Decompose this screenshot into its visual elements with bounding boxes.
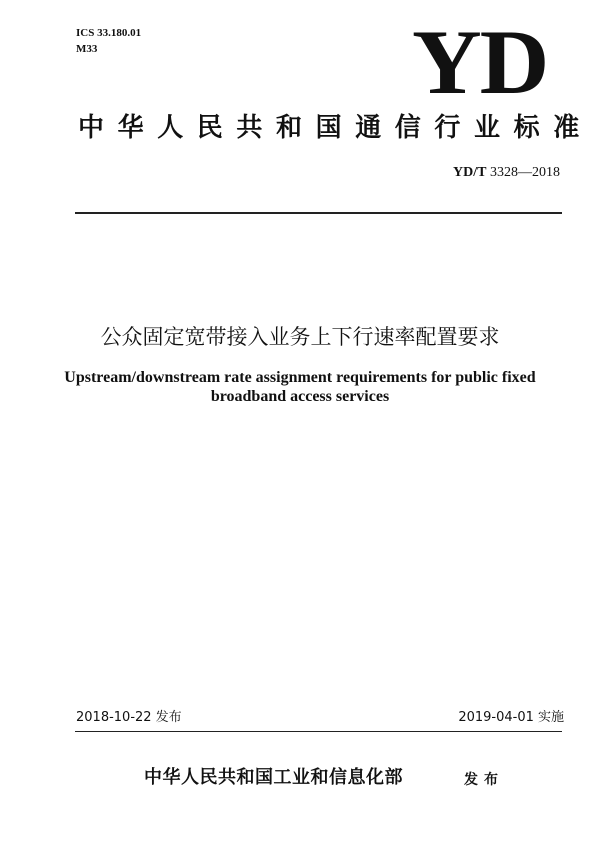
issue-label: 发布 xyxy=(464,772,504,788)
header-divider xyxy=(75,212,562,214)
standard-category-name: 中华人民共和国通信行业标准 xyxy=(78,113,593,143)
document-title-zh: 公众固定宽带接入业务上下行速率配置要求 xyxy=(100,325,500,349)
standard-code xyxy=(410,164,560,182)
ccs-code: M33 xyxy=(76,43,98,55)
document-title-en-line2: broadband access services xyxy=(210,388,390,405)
ics-code: ICS 33.180.01 xyxy=(76,27,142,39)
document-title-en xyxy=(40,368,560,406)
standard-code-prefix: YD/T xyxy=(453,165,487,180)
yd-logo: YD xyxy=(412,11,548,113)
standard-code-number: 3328—2018 xyxy=(490,165,560,180)
implementation-date: 2019-04-01 实施 xyxy=(458,710,564,725)
document-title-en-line1: Upstream/downstream rate assignment requirements for public fixed xyxy=(64,369,536,386)
release-date: 2018-10-22 发布 xyxy=(76,710,182,725)
footer-divider xyxy=(75,731,562,732)
issuing-authority: 中华人民共和国工业和信息化部 xyxy=(144,767,403,788)
